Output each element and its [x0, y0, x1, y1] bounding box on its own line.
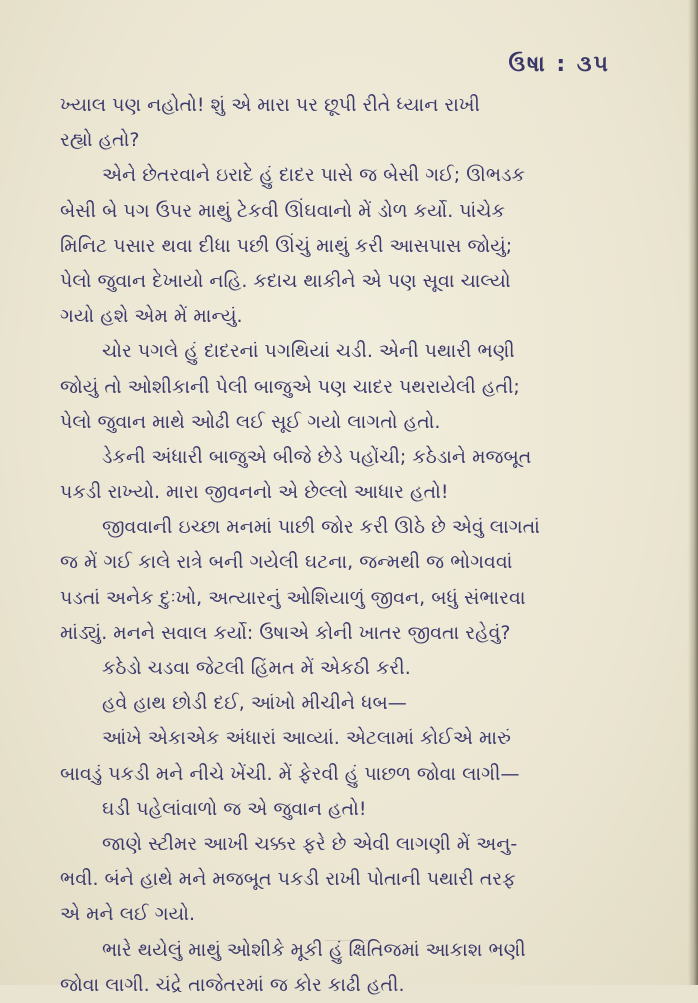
page-bottom-mark [325, 940, 371, 941]
text-line: બાવડું પકડી મને નીચે ખેંચી. મેં ફેરવી હું પાછળ જોવા લાગી— [60, 762, 520, 785]
text-line: જોવા લાગી. ચંદ્રે તાજેતરમાં જ કોર કાઢી હતી. [60, 973, 405, 996]
text-line: હવે હાથ છોડી દઈ, આંખો મીચીને ધબ— [102, 692, 407, 715]
text-line: જીવવાની ઇચ્છા મનમાં પાછી જોર કરી ઊઠે છે એવું લાગતાં [102, 516, 540, 539]
text-line: એ મને લઈ ગયો. [60, 903, 195, 926]
text-line: જોયું તો ઓશીકાની પેલી બાજુએ પણ ચાદર પથરાયેલી હતી; [60, 375, 520, 398]
text-line: જ મેં ગઈ કાલે રાત્રે બની ગયેલી ઘટના, જન્મથી જ ભોગવવાં [60, 551, 513, 574]
text-line: બેસી બે પગ ઉપર માથું ટેકવી ઊંઘવાનો મેં ડોળ કર્યો. પાંચેક [60, 199, 505, 222]
text-line: ખ્યાલ પણ નહોતો! શું એ મારા પર છૂપી રીતે ધ્યાન રાખી [60, 94, 480, 116]
running-head: ઉષા : ૩૫ [508, 52, 610, 77]
text-line: પકડી રાખ્યો. મારા જીવનનો એ છેલ્લો આધાર હતો! [60, 481, 449, 504]
text-line: ગયો હશે એમ મેં માન્યું. [60, 305, 243, 328]
text-line: એને છેતરવાને ઇરાદે હું દાદર પાસે જ બેસી ગઈ; ઊભડક [102, 164, 525, 187]
spine-shadow [688, 0, 698, 985]
body-text [60, 88, 640, 1003]
text-line: મિનિટ પસાર થવા દીધા પછી ઊંચું માથું કરી આસપાસ જોયું; [60, 234, 513, 257]
text-line: ભારે થયેલું માથું ઓશીકે મૂકી હું ક્ષિતિજમાં આકાશ ભણી [102, 938, 526, 961]
text-line: રહ્યો હતો? [60, 129, 140, 152]
text-line: ચોર પગલે હું દાદરનાં પગથિયાં ચડી. એની પથારી ભણી [102, 340, 515, 363]
text-line: કઠેડો ચડવા જેટલી હિંમત મેં એકઠી કરી. [102, 657, 411, 679]
text-line: પડતાં અનેક દુઃખો, અત્યારનું ઓશિયાળું જીવન, બધું સંભારવા [60, 586, 526, 609]
text-line: આંખે એકાએક અંધારાં આવ્યાં. એટલામાં કોઈએ મારું [102, 727, 511, 750]
text-line: માંડ્યું. મનને સવાલ કર્યો: ઉષાએ કોની ખાતર જીવતા રહેવું? [60, 621, 511, 644]
text-line: પેલો જુવાન માથે ઓઢી લઈ સૂઈ ગયો લાગતો હતો. [60, 410, 441, 433]
text-line: જાણે સ્ટીમર આખી ચક્કર ફરે છે એવી લાગણી મેં અનુ- [102, 832, 518, 855]
text-line: ભવી. બંને હાથે મને મજબૂત પકડી રાખી પોતાની પથારી તરફ [60, 868, 516, 891]
text-line: ડેકની અંધારી બાજુએ બીજે છેડે પહોંચી; કઠેડાને મજબૂત [102, 445, 532, 468]
text-line: ઘડી પહેલાંવાળો જ એ જુવાન હતો! [102, 797, 367, 820]
text-line: પેલો જુવાન દેખાયો નહિ. કદાચ થાકીને એ પણ સૂવા ચાલ્યો [60, 269, 511, 292]
